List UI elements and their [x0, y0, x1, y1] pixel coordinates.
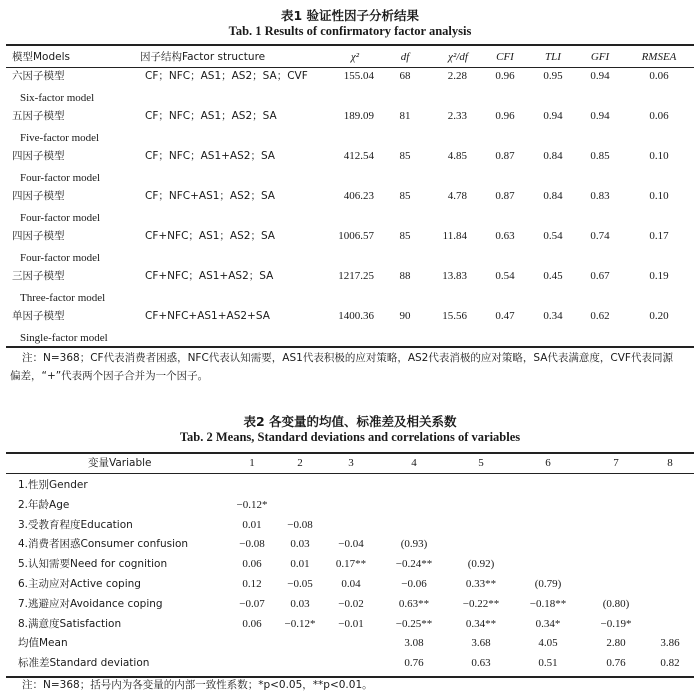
table2-note: 注：N=368；括号内为各变量的内部一致性系数；*p<0.05，**p<0.01。 — [22, 679, 373, 691]
variable-label: 均值Mean — [18, 637, 68, 649]
factor-structure: CF；NFC；AS1；AS2；SA；CVF — [145, 70, 308, 82]
df-value: 68 — [399, 70, 411, 82]
table2-cell: 0.76 — [606, 657, 626, 669]
table2-header-col6: 6 — [545, 457, 551, 469]
table1-header-rule — [6, 67, 694, 68]
table1-note-line2: 偏差，“+”代表两个因子合并为一个因子。 — [10, 370, 209, 382]
chi2-value: 1217.25 — [338, 270, 374, 282]
factor-structure: CF+NFC；AS1；AS2；SA — [145, 230, 275, 242]
table2-cell: −0.08 — [239, 538, 265, 550]
table2-cell: (0.93) — [400, 538, 428, 550]
table2-title-cn: 表2 各变量的均值、标准差及相关系数 — [243, 414, 457, 429]
table2-cell: 3.68 — [471, 637, 491, 649]
tli-value: 0.94 — [543, 110, 563, 122]
table2-cell: 0.06 — [242, 558, 262, 570]
table2-cell: −0.07 — [239, 598, 265, 610]
tli-value: 0.95 — [543, 70, 563, 82]
table2-cell: −0.12* — [284, 618, 316, 630]
table2-header-col3: 3 — [348, 457, 354, 469]
table1-header-models: 模型Models — [12, 51, 70, 63]
model-name-cn: 单因子模型 — [12, 310, 65, 322]
model-name-en: Four-factor model — [20, 252, 101, 264]
gfi-value: 0.83 — [590, 190, 610, 202]
variable-label: 6.主动应对Active coping — [18, 578, 141, 590]
cfi-value: 0.47 — [495, 310, 515, 322]
table1-header-df: df — [400, 51, 410, 63]
rmsea-value: 0.10 — [649, 150, 669, 162]
tli-value: 0.45 — [543, 270, 563, 282]
table1-title-en: Tab. 1 Results of confirmatory factor analysis — [228, 24, 472, 38]
df-value: 85 — [399, 190, 411, 202]
table2-header-col4: 4 — [411, 457, 417, 469]
table1-bottom-rule — [6, 346, 694, 348]
cfi-value: 0.54 — [495, 270, 515, 282]
table2-cell: (0.80) — [602, 598, 630, 610]
cfi-value: 0.96 — [495, 70, 515, 82]
chi2-value: 412.54 — [343, 150, 374, 162]
chi2df-value: 15.56 — [442, 310, 467, 322]
table2-cell: −0.22** — [462, 598, 500, 610]
variable-label: 2.年龄Age — [18, 499, 70, 511]
table1-title-cn: 表1 验证性因子分析结果 — [280, 8, 420, 23]
chi2-value: 1006.57 — [338, 230, 374, 242]
table1-header-tli: TLI — [545, 51, 561, 63]
cfi-value: 0.87 — [495, 150, 515, 162]
gfi-value: 0.74 — [590, 230, 610, 242]
table2-top-rule — [6, 452, 694, 454]
gfi-value: 0.94 — [590, 70, 610, 82]
table2-cell: 0.12 — [242, 578, 262, 590]
rmsea-value: 0.19 — [649, 270, 669, 282]
table1-note-line1: 注：N=368；CF代表消费者困惑，NFC代表认知需要，AS1代表积极的应对策略，AS2代表消极的应对策略，SA代表满意度，CVF代表同源 — [22, 352, 673, 364]
cfi-value: 0.63 — [495, 230, 515, 242]
model-name-cn: 三因子模型 — [12, 270, 65, 282]
table2-title-en: Tab. 2 Means, Standard deviations and correlations of variables — [179, 430, 521, 444]
variable-label: 8.满意度Satisfaction — [18, 618, 122, 630]
table2-header-rule — [6, 473, 694, 474]
tli-value: 0.34 — [543, 310, 563, 322]
gfi-value: 0.67 — [590, 270, 610, 282]
table2-cell: −0.05 — [287, 578, 313, 590]
tli-value: 0.84 — [543, 190, 563, 202]
table1-header-rmsea: RMSEA — [641, 51, 677, 63]
table1-header-gfi: GFI — [590, 51, 610, 63]
table1-header-cfi: CFI — [496, 51, 514, 63]
table1-header-structure: 因子结构Factor structure — [140, 51, 266, 63]
chi2df-value: 2.28 — [447, 70, 467, 82]
table2-cell: 0.63 — [471, 657, 491, 669]
gfi-value: 0.94 — [590, 110, 610, 122]
rmsea-value: 0.06 — [649, 70, 669, 82]
table2-cell: (0.79) — [534, 578, 562, 590]
factor-structure: CF+NFC+AS1+AS2+SA — [145, 310, 270, 322]
cfi-value: 0.96 — [495, 110, 515, 122]
cfi-value: 0.87 — [495, 190, 515, 202]
table2-cell: −0.08 — [287, 519, 313, 531]
table2-cell: −0.19* — [600, 618, 632, 630]
table2-cell: 0.34** — [465, 618, 497, 630]
table2-cell: −0.06 — [401, 578, 427, 590]
model-name-en: Five-factor model — [20, 132, 100, 144]
chi2df-value: 13.83 — [442, 270, 467, 282]
table2-cell: 0.33** — [465, 578, 497, 590]
variable-label: 标准差Standard deviation — [18, 657, 150, 669]
table2-header-col1: 1 — [249, 457, 255, 469]
table2-cell: 0.51 — [538, 657, 558, 669]
chi2-value: 189.09 — [343, 110, 374, 122]
variable-label: 4.消费者困惑Consumer confusion — [18, 538, 189, 550]
table2-cell: 0.06 — [242, 618, 262, 630]
table2-cell: 2.80 — [606, 637, 626, 649]
table2-cell: −0.24** — [395, 558, 433, 570]
chi2-value: 1400.36 — [338, 310, 374, 322]
table2-cell: 0.01 — [242, 519, 262, 531]
tli-value: 0.54 — [543, 230, 563, 242]
table2-header-col2: 2 — [297, 457, 303, 469]
model-name-en: Six-factor model — [20, 92, 95, 104]
chi2df-value: 4.85 — [447, 150, 467, 162]
chi2df-value: 2.33 — [447, 110, 467, 122]
df-value: 81 — [399, 110, 411, 122]
model-name-cn: 四因子模型 — [12, 150, 65, 162]
factor-structure: CF；NFC；AS1；AS2；SA — [145, 110, 277, 122]
variable-label: 1.性别Gender — [18, 479, 88, 491]
table2-header-col7: 7 — [613, 457, 619, 469]
table2-cell: 0.76 — [404, 657, 424, 669]
model-name-cn: 六因子模型 — [12, 70, 65, 82]
factor-structure: CF；NFC+AS1；AS2；SA — [145, 190, 275, 202]
table2-cell: −0.01 — [338, 618, 364, 630]
rmsea-value: 0.17 — [649, 230, 669, 242]
table2-cell: 0.04 — [341, 578, 361, 590]
df-value: 90 — [399, 310, 411, 322]
table2-cell: 0.03 — [290, 598, 310, 610]
table2-cell: 0.03 — [290, 538, 310, 550]
model-name-en: Four-factor model — [20, 172, 101, 184]
rmsea-value: 0.10 — [649, 190, 669, 202]
model-name-cn: 四因子模型 — [12, 230, 65, 242]
model-name-en: Single-factor model — [20, 332, 108, 344]
table2-cell: −0.04 — [338, 538, 364, 550]
model-name-cn: 四因子模型 — [12, 190, 65, 202]
df-value: 85 — [399, 230, 411, 242]
table2-cell: −0.25** — [395, 618, 433, 630]
variable-label: 5.认知需要Need for cognition — [18, 558, 168, 570]
factor-structure: CF；NFC；AS1+AS2；SA — [145, 150, 275, 162]
table2-header-variable: 变量Variable — [88, 457, 152, 469]
table2-cell: 0.82 — [660, 657, 680, 669]
table1-header-chi2df: χ²/df — [448, 51, 468, 63]
chi2df-value: 11.84 — [442, 230, 467, 242]
table2-header-col5: 5 — [478, 457, 484, 469]
tli-value: 0.84 — [543, 150, 563, 162]
table2-cell: 0.34* — [535, 618, 561, 630]
gfi-value: 0.62 — [590, 310, 610, 322]
model-name-cn: 五因子模型 — [12, 110, 65, 122]
table2-cell: 4.05 — [538, 637, 558, 649]
table2-cell: −0.18** — [529, 598, 567, 610]
rmsea-value: 0.06 — [649, 110, 669, 122]
table2-cell: 0.01 — [290, 558, 310, 570]
table1-top-rule — [6, 44, 694, 46]
gfi-value: 0.85 — [590, 150, 610, 162]
chi2-value: 406.23 — [343, 190, 374, 202]
chi2-value: 155.04 — [343, 70, 374, 82]
model-name-en: Three-factor model — [20, 292, 106, 304]
table2-header-col8: 8 — [667, 457, 673, 469]
chi2df-value: 4.78 — [447, 190, 467, 202]
table2-cell: 0.63** — [398, 598, 430, 610]
model-name-en: Four-factor model — [20, 212, 101, 224]
table2-cell: −0.02 — [338, 598, 364, 610]
table2-cell: 3.86 — [660, 637, 680, 649]
table2-cell: (0.92) — [467, 558, 495, 570]
table2-cell: −0.12* — [236, 499, 268, 511]
table2-cell: 0.17** — [335, 558, 367, 570]
df-value: 88 — [399, 270, 411, 282]
rmsea-value: 0.20 — [649, 310, 669, 322]
table2-cell: 3.08 — [404, 637, 424, 649]
table1-header-chi2: χ² — [350, 51, 360, 63]
variable-label: 7.逃避应对Avoidance coping — [18, 598, 163, 610]
variable-label: 3.受教育程度Education — [18, 519, 133, 531]
factor-structure: CF+NFC；AS1+AS2；SA — [145, 270, 274, 282]
df-value: 85 — [399, 150, 411, 162]
